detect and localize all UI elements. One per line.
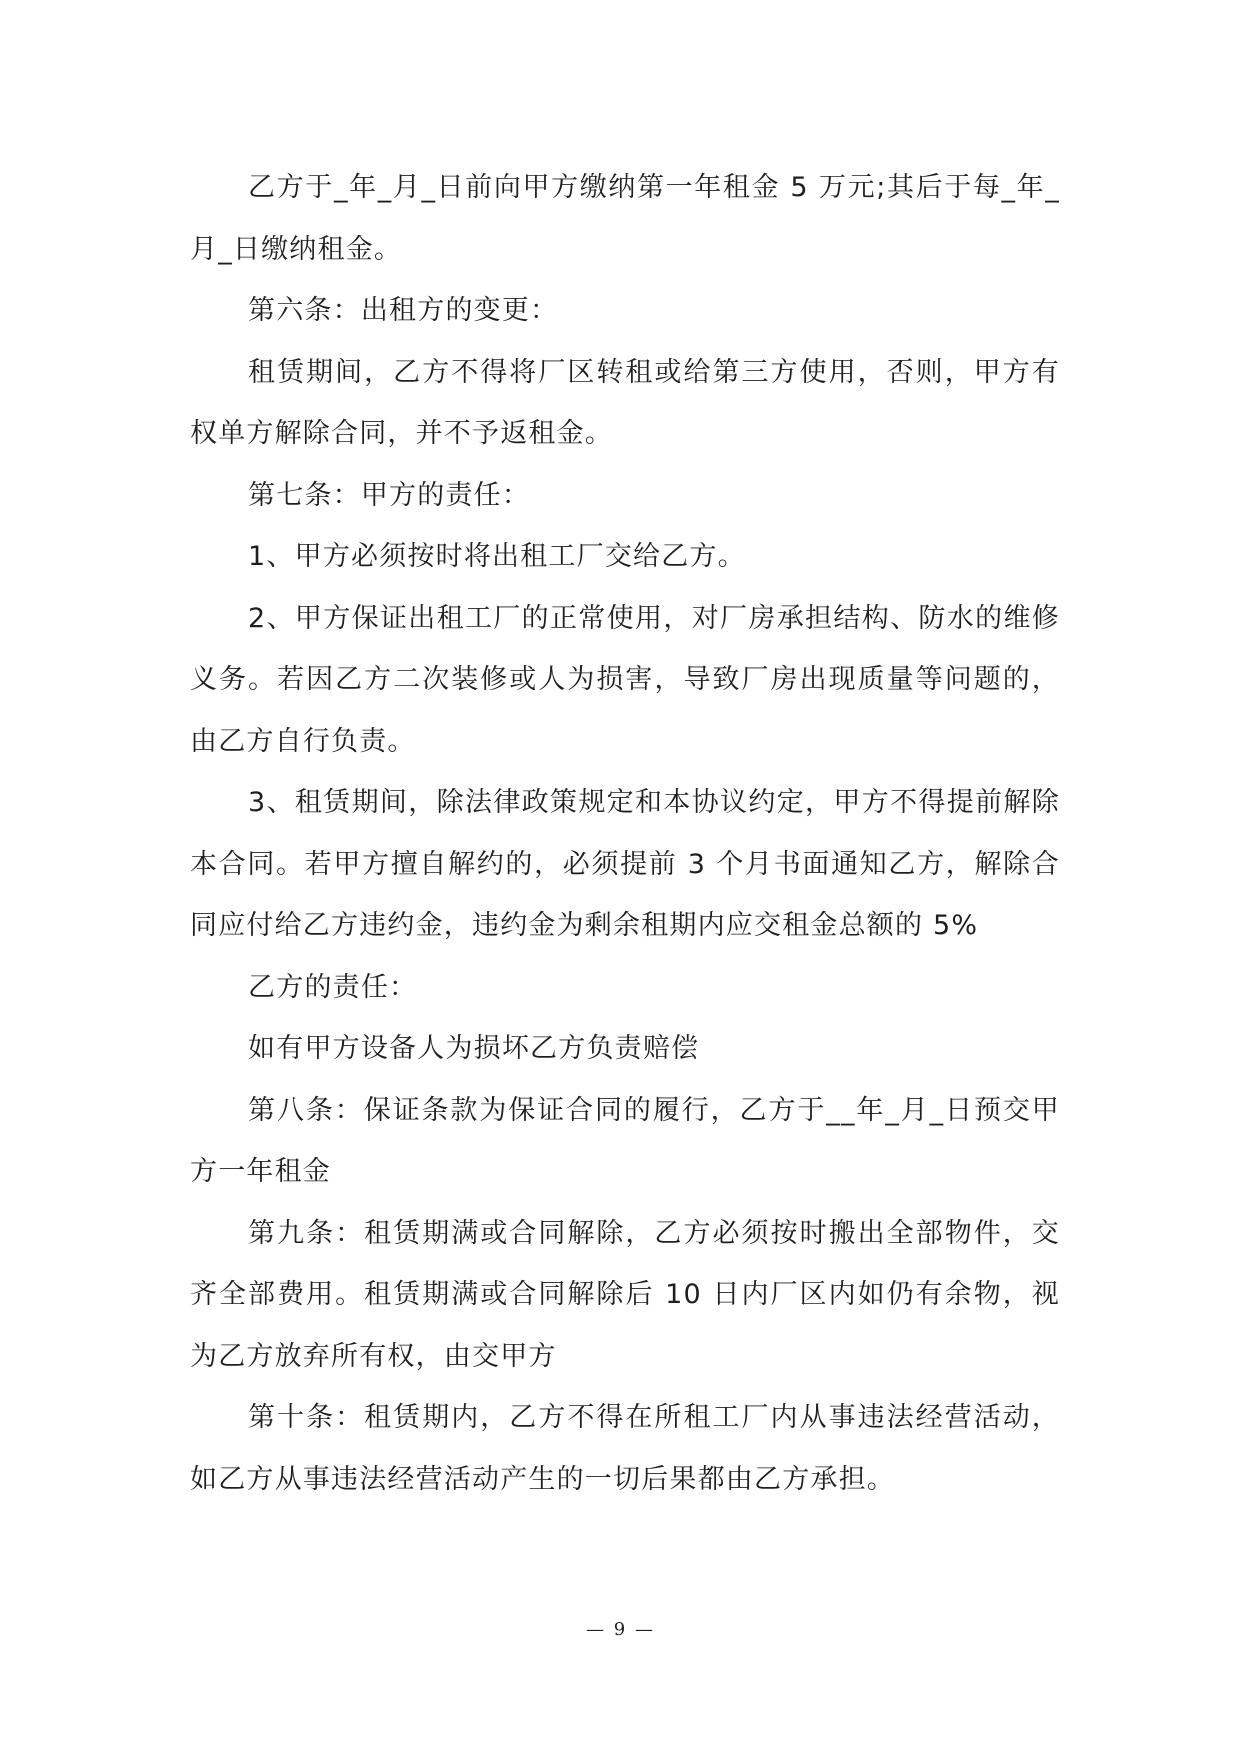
heading-party-b-duties: 乙方的责任： (248, 971, 418, 1003)
paragraph-damage-compensation: 如有甲方设备人为损坏乙方负责赔偿 (248, 1033, 700, 1064)
heading-article-6: 第六条：出租方的变更： (248, 295, 559, 326)
document-body (190, 157, 1060, 1510)
paragraph-rent-payment: 乙方于_年_月_日前向甲方缴纳第一年租金 5 万元;其后于每_年_月_日缴纳租金。 (190, 172, 1060, 265)
paragraph-article-8: 第八条：保证条款为保证合同的履行，乙方于__年_月_日预交甲方一年租金 (190, 1094, 1060, 1187)
list-item-party-a-1: 1、甲方必须按时将出租工厂交给乙方。 (248, 541, 746, 572)
page-number: — 9 — (586, 1619, 655, 1640)
list-item-party-a-2: 2、甲方保证出租工厂的正常使用，对厂房承担结构、防水的维修义务。若因乙方二次装修或人为损害，导致厂房出现质量等问题的，由乙方自行负责。 (190, 602, 1060, 757)
paragraph-article-9: 第九条：租赁期满或合同解除，乙方必须按时搬出全部物件，交齐全部费用。租赁期满或合同解除后 10 日内厂区内如仍有余物，视为乙方放弃所有权，由交甲方 (190, 1217, 1060, 1372)
paragraph-article-10: 第十条：租赁期内，乙方不得在所租工厂内从事违法经营活动，如乙方从事违法经营活动产生的一切后果都由乙方承担。 (190, 1402, 1060, 1495)
list-item-party-a-3: 3、租赁期间，除法律政策规定和本协议约定，甲方不得提前解除本合同。若甲方擅自解约的，必须提前 3 个月书面通知乙方，解除合同应付给乙方违约金，违约金为剩余租期内应交租金总额的 5% (190, 787, 1060, 941)
heading-article-7: 第七条：甲方的责任： (248, 479, 531, 511)
paragraph-sublease-prohibition: 租赁期间，乙方不得将厂区转租或给第三方使用，否则，甲方有权单方解除合同，并不予返租金。 (190, 356, 1060, 449)
